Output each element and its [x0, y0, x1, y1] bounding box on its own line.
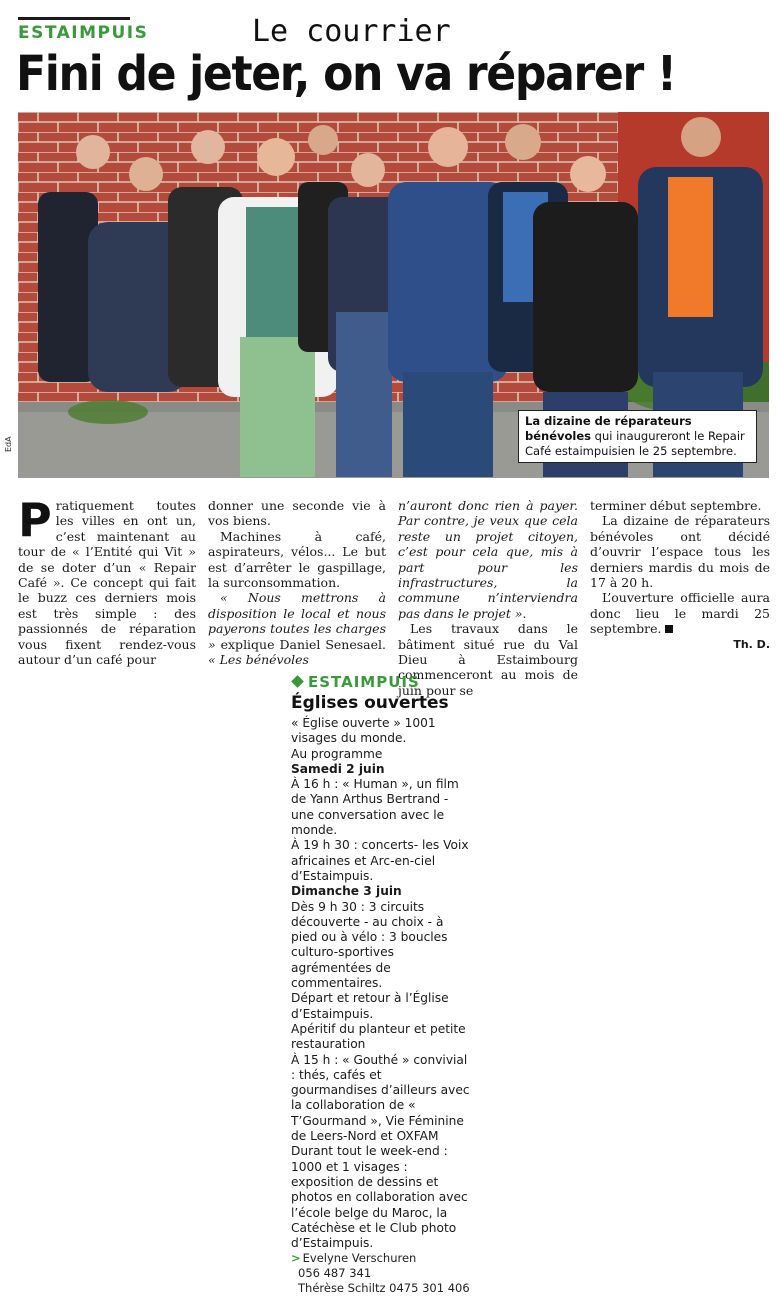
quote-2-start: « Les bénévoles [208, 652, 309, 668]
events-line: Apéritif du planteur et petite restauration [291, 1021, 466, 1052]
events-line: Dès 9 h 30 : 3 circuits découverte - au choix - à pied ou à vélo : 3 boucles culturo-sportives agrémentées de commentaires. [291, 899, 448, 991]
events-line: À 16 h : « Human », un film de Yann Arthus Bertrand - une conversation avec le monde. [291, 777, 459, 838]
end-mark-icon [665, 625, 673, 633]
events-section-tag [291, 673, 471, 691]
events-line: Samedi 2 juin [291, 761, 385, 776]
article-column-3 [398, 498, 578, 698]
contact-phone-1: 056 487 341 [298, 1266, 372, 1281]
col3-para-a [398, 498, 578, 621]
col3-para-a-rest: . [522, 605, 527, 621]
article-column-2 [208, 498, 386, 667]
col2-para-b: Machines à café, aspirateurs, vélos... Le but est d’arrêter le gaspillage, la surconsommation. [208, 528, 386, 591]
quote-1: « Nous mettrons à disposition le local et nous payerons toutes les charges » [208, 590, 386, 652]
article-column-1 [18, 493, 196, 668]
contact-line-3: Thérèse Schiltz 0475 301 406 [298, 1281, 470, 1296]
events-line: Au programme [291, 746, 383, 761]
col3-para-b: Les travaux dans le bâtiment situé rue du Val Dieu à Estaimbourg commenceront au mois de juin pour se [398, 621, 578, 698]
events-line: « Église ouverte » 1001 visages du monde. [291, 716, 436, 746]
events-line: Durant tout le week-end : 1000 et 1 visages : exposition de dessins et photos en collaboration avec l’école belge du Maroc, la Catéchèse et le Club photo d’Estaimpuis. [291, 1144, 468, 1251]
col4-para-c-text: L’ouverture officielle aura donc lieu le mardi 25 septembre. [590, 590, 770, 637]
signature: Th. D. [733, 637, 770, 651]
drop-cap: P [18, 493, 52, 547]
events-box [291, 673, 471, 1296]
events-section-label: ESTAIMPUIS [308, 673, 420, 691]
photo-caption [518, 410, 757, 463]
caption-text: qui inaugureront le Repair Café estaimpuisien le 25 septembre. [525, 429, 745, 458]
headline: Fini de jeter, on va réparer ! [16, 46, 676, 102]
contact-block [291, 1251, 471, 1296]
section-rule [18, 17, 130, 20]
events-title: Églises ouvertes [291, 693, 449, 713]
contact-name: Evelyne Verschuren [302, 1251, 417, 1266]
quote-2-end: n’auront donc rien à payer. Par contre, je veux que cela reste un projet citoyen, c’est pour cela que, mis à part pour les infrastructures, la commune n’interviendra pas dans le projet » [398, 498, 578, 621]
col2-para-c-rest: explique Daniel Senesael. [215, 636, 386, 652]
col2-para-a: donner une seconde vie à vos biens. [208, 498, 386, 529]
arrow-icon: > [291, 1251, 301, 1266]
photo-credit: EdA [4, 436, 13, 452]
col4-para-b: La dizaine de réparateurs bénévoles ont décidé d’ouvrir l’espace tous les derniers mardis du mois de 17 à 20 h. [590, 513, 770, 591]
col4-para-c [590, 590, 770, 636]
diamond-icon [291, 675, 304, 688]
article-column-4 [590, 498, 770, 652]
section-label: ESTAIMPUIS [18, 23, 149, 43]
events-line: Départ et retour à l’Église d’Estaimpuis. [291, 991, 449, 1021]
events-line: À 15 h : « Gouthé » convivial : thés, cafés et gourmandises d’ailleurs avec la collaboration de « T’Gourmand », Vie Féminine de Leers-Nord et OXFAM [291, 1052, 470, 1144]
contact-name-line [291, 1251, 471, 1266]
col2-para-c [208, 590, 386, 667]
section-tag [18, 17, 149, 43]
events-line: Dimanche 3 juin [291, 884, 402, 899]
handwritten-note: Le courrier [252, 14, 451, 49]
events-lines [291, 716, 471, 1251]
col4-para-a: terminer début septembre. [590, 498, 762, 513]
col1-text: ratiquement toutes les villes en ont un, c’est maintenant au tour de « l’Entité qui Vit » de se doter d’un « Repair Café ». Ce concept qui fait le buzz ces derniers mois est très simple : des passionnés de réparation vous fixent rendez-vous autour d’un café pour [18, 498, 196, 668]
caption-bold: La dizaine de réparateurs bénévoles [525, 414, 692, 443]
events-line: À 19 h 30 : concerts- les Voix africaines et Arc-en-ciel d’Estaimpuis. [291, 838, 469, 883]
